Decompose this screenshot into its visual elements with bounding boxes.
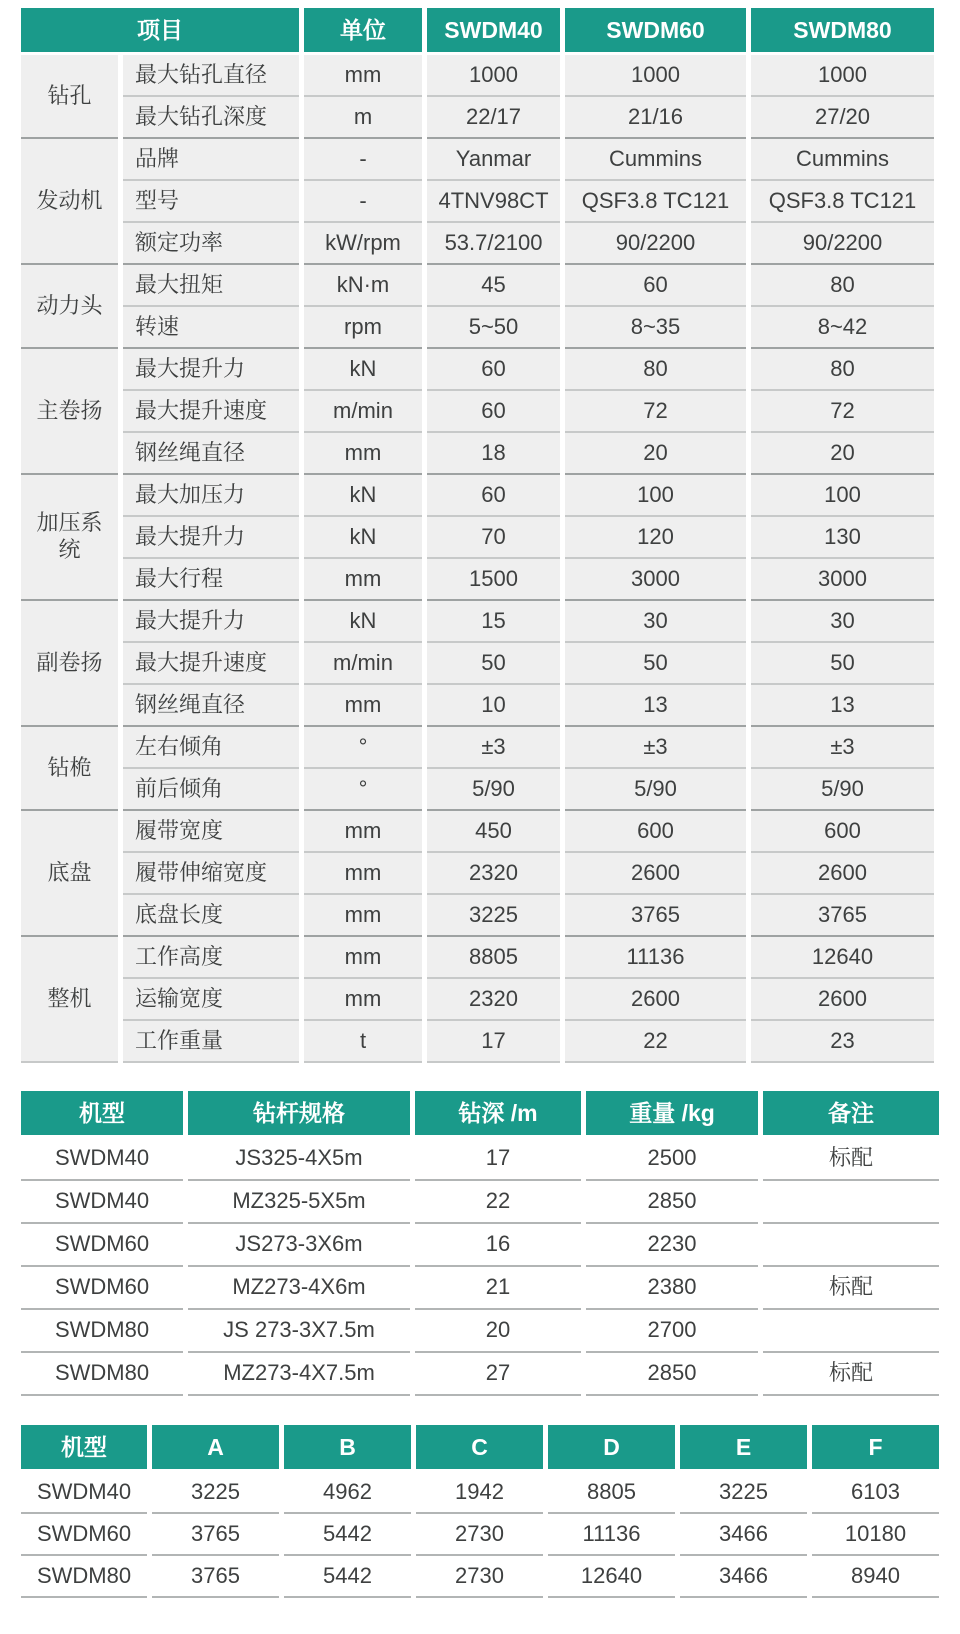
group-label: 主卷扬 <box>21 349 118 475</box>
item-label: 最大提升力 <box>123 601 299 643</box>
model-value: QSF3.8 TC121 <box>565 181 746 223</box>
drill-pipe-row-cell: 16 <box>415 1224 581 1267</box>
model-value: 1000 <box>751 55 934 97</box>
item-label: 最大加压力 <box>123 475 299 517</box>
model-value: 17 <box>427 1021 560 1063</box>
drill-pipe-table <box>21 1091 939 1396</box>
model-value: 60 <box>427 475 560 517</box>
model-value: 60 <box>565 265 746 307</box>
model-value: 1500 <box>427 559 560 601</box>
dimensions-row-cell: 5442 <box>284 1514 411 1556</box>
dimensions-row-cell: 3225 <box>152 1472 279 1514</box>
dimensions-row-cell: 3466 <box>680 1556 807 1598</box>
group-label: 整机 <box>21 937 118 1063</box>
dimensions-row-cell: 4962 <box>284 1472 411 1514</box>
model-value: 450 <box>427 811 560 853</box>
drill-pipe-row-cell: SWDM80 <box>21 1353 183 1396</box>
item-label: 履带宽度 <box>123 811 299 853</box>
model-value: 100 <box>751 475 934 517</box>
dimensions-row-cell: 5442 <box>284 1556 411 1598</box>
drill-pipe-row-cell: JS 273-3X7.5m <box>188 1310 410 1353</box>
model-value: 20 <box>565 433 746 475</box>
spec-table <box>21 8 939 1063</box>
item-label: 履带伸缩宽度 <box>123 853 299 895</box>
dimensions-row-cell: 3765 <box>152 1556 279 1598</box>
dimensions-row-cell: 3466 <box>680 1514 807 1556</box>
group-label: 副卷扬 <box>21 601 118 727</box>
dimensions-column-header: B <box>284 1425 411 1472</box>
unit-value: kW/rpm <box>304 223 422 265</box>
drill-pipe-row-cell: 标配 <box>763 1138 939 1181</box>
model-value: 10 <box>427 685 560 727</box>
dimensions-row-cell: SWDM40 <box>21 1472 147 1514</box>
dimensions-table <box>21 1425 939 1598</box>
group-label: 钻桅 <box>21 727 118 811</box>
column-header-model-swdm40: SWDM40 <box>427 8 560 55</box>
model-value: 5/90 <box>427 769 560 811</box>
model-value: 30 <box>751 601 934 643</box>
item-label: 最大提升力 <box>123 349 299 391</box>
unit-value: - <box>304 181 422 223</box>
model-value: 60 <box>427 349 560 391</box>
dimensions-row-cell: 3765 <box>152 1514 279 1556</box>
model-value: 600 <box>565 811 746 853</box>
model-value: 8~42 <box>751 307 934 349</box>
drill-pipe-row-cell: 2380 <box>586 1267 758 1310</box>
item-label: 工作高度 <box>123 937 299 979</box>
model-value: 2600 <box>751 979 934 1021</box>
drill-pipe-column-header: 备注 <box>763 1091 939 1138</box>
dimensions-row-cell: 1942 <box>416 1472 543 1514</box>
dimensions-row-cell: 11136 <box>548 1514 675 1556</box>
item-label: 最大钻孔深度 <box>123 97 299 139</box>
drill-pipe-column-header: 机型 <box>21 1091 183 1138</box>
model-value: 3765 <box>565 895 746 937</box>
drill-pipe-row-cell: SWDM80 <box>21 1310 183 1353</box>
model-value: 4TNV98CT <box>427 181 560 223</box>
group-label: 发动机 <box>21 139 118 265</box>
model-value: 50 <box>565 643 746 685</box>
drill-pipe-row-cell: JS273-3X6m <box>188 1224 410 1267</box>
spec-table-section <box>21 8 939 1063</box>
group-label: 动力头 <box>21 265 118 349</box>
item-label: 运输宽度 <box>123 979 299 1021</box>
item-label: 钢丝绳直径 <box>123 685 299 727</box>
dimensions-row-cell: 8940 <box>812 1556 939 1598</box>
unit-value: mm <box>304 559 422 601</box>
dimensions-table-section <box>21 1425 939 1598</box>
model-value: 22/17 <box>427 97 560 139</box>
drill-pipe-column-header: 钻深 /m <box>415 1091 581 1138</box>
model-value: ±3 <box>565 727 746 769</box>
item-label: 转速 <box>123 307 299 349</box>
model-value: 3225 <box>427 895 560 937</box>
item-label: 最大提升力 <box>123 517 299 559</box>
model-value: 80 <box>751 349 934 391</box>
item-label: 底盘长度 <box>123 895 299 937</box>
item-label: 型号 <box>123 181 299 223</box>
dimensions-row-cell: SWDM80 <box>21 1556 147 1598</box>
column-header-item: 项目 <box>21 8 299 55</box>
dimensions-row-cell: 2730 <box>416 1556 543 1598</box>
model-value: 2320 <box>427 853 560 895</box>
drill-pipe-row-cell: 2700 <box>586 1310 758 1353</box>
model-value: 2320 <box>427 979 560 1021</box>
item-label: 最大钻孔直径 <box>123 55 299 97</box>
model-value: 72 <box>751 391 934 433</box>
model-value: 100 <box>565 475 746 517</box>
dimensions-row-cell: 3225 <box>680 1472 807 1514</box>
model-value: 13 <box>565 685 746 727</box>
model-value: 60 <box>427 391 560 433</box>
model-value: 2600 <box>751 853 934 895</box>
model-value: 20 <box>751 433 934 475</box>
model-value: 72 <box>565 391 746 433</box>
model-value: 13 <box>751 685 934 727</box>
item-label: 前后倾角 <box>123 769 299 811</box>
item-label: 钢丝绳直径 <box>123 433 299 475</box>
model-value: 5/90 <box>565 769 746 811</box>
item-label: 工作重量 <box>123 1021 299 1063</box>
unit-value: kN <box>304 517 422 559</box>
unit-value: mm <box>304 853 422 895</box>
model-value: ±3 <box>751 727 934 769</box>
column-header-model-swdm80: SWDM80 <box>751 8 934 55</box>
column-header-model-swdm60: SWDM60 <box>565 8 746 55</box>
group-label: 钻孔 <box>21 55 118 139</box>
unit-value: m/min <box>304 643 422 685</box>
dimensions-column-header: 机型 <box>21 1425 147 1472</box>
drill-pipe-row-cell: 27 <box>415 1353 581 1396</box>
model-value: 80 <box>751 265 934 307</box>
model-value: 1000 <box>565 55 746 97</box>
model-value: 120 <box>565 517 746 559</box>
group-label: 加压系统 <box>21 475 118 601</box>
item-label: 最大行程 <box>123 559 299 601</box>
item-label: 最大提升速度 <box>123 643 299 685</box>
drill-pipe-row-cell: 21 <box>415 1267 581 1310</box>
unit-value: mm <box>304 433 422 475</box>
dimensions-column-header: D <box>548 1425 675 1472</box>
model-value: 5~50 <box>427 307 560 349</box>
model-value: 30 <box>565 601 746 643</box>
model-value: 80 <box>565 349 746 391</box>
model-value: 90/2200 <box>751 223 934 265</box>
model-value: 600 <box>751 811 934 853</box>
model-value: 2600 <box>565 979 746 1021</box>
model-value: Cummins <box>565 139 746 181</box>
drill-pipe-row-cell <box>763 1224 939 1267</box>
column-header-unit: 单位 <box>304 8 422 55</box>
unit-value: mm <box>304 979 422 1021</box>
dimensions-row-cell: SWDM60 <box>21 1514 147 1556</box>
item-label: 额定功率 <box>123 223 299 265</box>
drill-pipe-row-cell: MZ325-5X5m <box>188 1181 410 1224</box>
unit-value: ° <box>304 769 422 811</box>
item-label: 品牌 <box>123 139 299 181</box>
drill-pipe-row-cell: 2850 <box>586 1181 758 1224</box>
model-value: 15 <box>427 601 560 643</box>
unit-value: m/min <box>304 391 422 433</box>
drill-pipe-row-cell: 20 <box>415 1310 581 1353</box>
drill-pipe-row-cell: MZ273-4X6m <box>188 1267 410 1310</box>
unit-value: mm <box>304 811 422 853</box>
drill-pipe-row-cell: SWDM40 <box>21 1181 183 1224</box>
model-value: Cummins <box>751 139 934 181</box>
model-value: 2600 <box>565 853 746 895</box>
dimensions-column-header: A <box>152 1425 279 1472</box>
drill-pipe-row-cell: 标配 <box>763 1353 939 1396</box>
model-value: Yanmar <box>427 139 560 181</box>
model-value: 3765 <box>751 895 934 937</box>
model-value: 21/16 <box>565 97 746 139</box>
drill-pipe-row-cell <box>763 1181 939 1224</box>
model-value: 8805 <box>427 937 560 979</box>
dimensions-row-cell: 2730 <box>416 1514 543 1556</box>
model-value: 70 <box>427 517 560 559</box>
dimensions-row-cell: 12640 <box>548 1556 675 1598</box>
model-value: 130 <box>751 517 934 559</box>
model-value: 90/2200 <box>565 223 746 265</box>
model-value: 3000 <box>565 559 746 601</box>
drill-pipe-row-cell: SWDM60 <box>21 1267 183 1310</box>
dimensions-row-cell: 8805 <box>548 1472 675 1514</box>
drill-pipe-row-cell: 2850 <box>586 1353 758 1396</box>
model-value: 12640 <box>751 937 934 979</box>
unit-value: kN <box>304 349 422 391</box>
item-label: 左右倾角 <box>123 727 299 769</box>
model-value: ±3 <box>427 727 560 769</box>
drill-pipe-column-header: 重量 /kg <box>586 1091 758 1138</box>
model-value: 8~35 <box>565 307 746 349</box>
drill-pipe-row-cell: 标配 <box>763 1267 939 1310</box>
unit-value: - <box>304 139 422 181</box>
unit-value: mm <box>304 937 422 979</box>
drill-pipe-column-header: 钻杆规格 <box>188 1091 410 1138</box>
model-value: 5/90 <box>751 769 934 811</box>
model-value: 1000 <box>427 55 560 97</box>
model-value: QSF3.8 TC121 <box>751 181 934 223</box>
unit-value: kN <box>304 601 422 643</box>
unit-value: mm <box>304 895 422 937</box>
drill-pipe-row-cell: 2230 <box>586 1224 758 1267</box>
model-value: 11136 <box>565 937 746 979</box>
unit-value: ° <box>304 727 422 769</box>
model-value: 50 <box>427 643 560 685</box>
drill-pipe-row-cell <box>763 1310 939 1353</box>
model-value: 23 <box>751 1021 934 1063</box>
drill-pipe-row-cell: MZ273-4X7.5m <box>188 1353 410 1396</box>
drill-pipe-row-cell: 22 <box>415 1181 581 1224</box>
dimensions-row-cell: 10180 <box>812 1514 939 1556</box>
unit-value: m <box>304 97 422 139</box>
model-value: 3000 <box>751 559 934 601</box>
unit-value: kN·m <box>304 265 422 307</box>
dimensions-row-cell: 6103 <box>812 1472 939 1514</box>
model-value: 22 <box>565 1021 746 1063</box>
drill-pipe-table-section <box>21 1091 939 1396</box>
model-value: 53.7/2100 <box>427 223 560 265</box>
item-label: 最大提升速度 <box>123 391 299 433</box>
item-label: 最大扭矩 <box>123 265 299 307</box>
group-label: 底盘 <box>21 811 118 937</box>
model-value: 50 <box>751 643 934 685</box>
model-value: 18 <box>427 433 560 475</box>
drill-pipe-row-cell: 2500 <box>586 1138 758 1181</box>
drill-pipe-row-cell: 17 <box>415 1138 581 1181</box>
dimensions-column-header: E <box>680 1425 807 1472</box>
model-value: 27/20 <box>751 97 934 139</box>
dimensions-column-header: C <box>416 1425 543 1472</box>
unit-value: kN <box>304 475 422 517</box>
unit-value: t <box>304 1021 422 1063</box>
drill-pipe-row-cell: JS325-4X5m <box>188 1138 410 1181</box>
dimensions-column-header: F <box>812 1425 939 1472</box>
drill-pipe-row-cell: SWDM60 <box>21 1224 183 1267</box>
model-value: 45 <box>427 265 560 307</box>
unit-value: mm <box>304 55 422 97</box>
unit-value: rpm <box>304 307 422 349</box>
unit-value: mm <box>304 685 422 727</box>
drill-pipe-row-cell: SWDM40 <box>21 1138 183 1181</box>
